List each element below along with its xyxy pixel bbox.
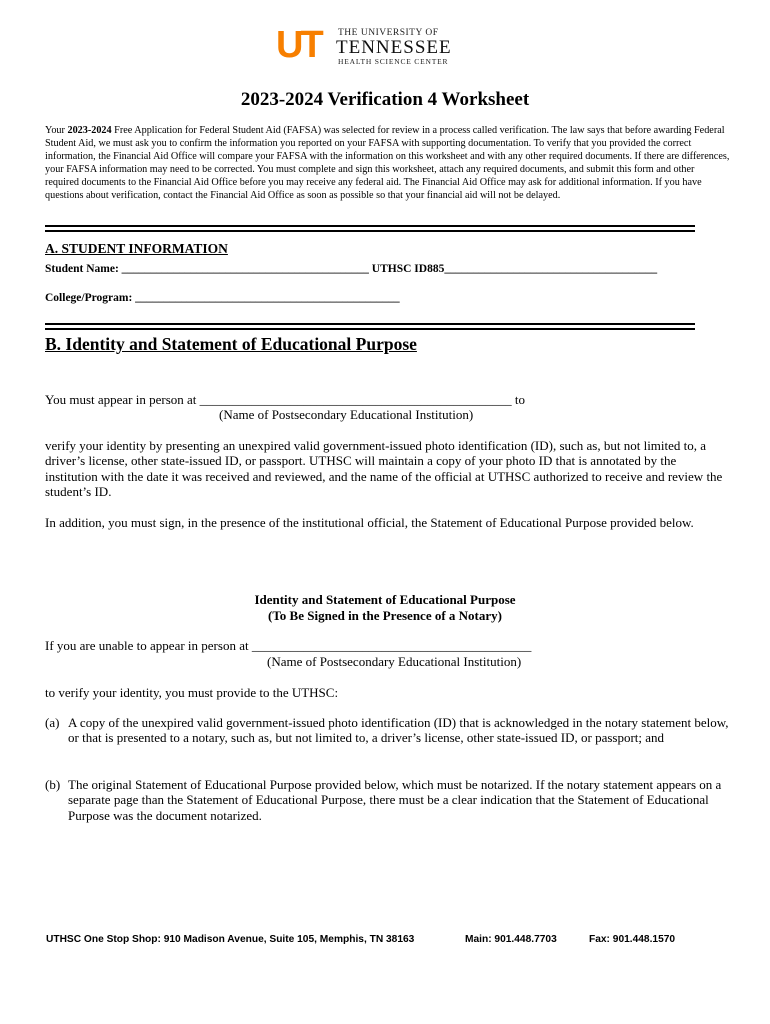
divider xyxy=(45,225,695,227)
section-a-heading: A. STUDENT INFORMATION xyxy=(45,241,228,256)
university-logo xyxy=(276,24,476,68)
verify-paragraph: verify your identity by presenting an unexpired valid government-issued photo identification (ID), such as, but not limited to, a driver’s license, other state-issued ID, or passport. UTHSC will maintain a copy of your photo ID that is annotated by the institution with the date it was received and reviewed, and the name of the official at UTHSC authorized to receive and review the student’s ID. xyxy=(45,438,723,500)
college-program-field[interactable]: College/Program: ______________________________________________ xyxy=(45,292,400,304)
list-item xyxy=(45,777,730,823)
footer-address: UTHSC One Stop Shop: 910 Madison Avenue, Suite 105, Memphis, TN 38163 xyxy=(46,934,415,945)
logo-line-hsc: HEALTH SCIENCE CENTER xyxy=(338,57,449,66)
notary-subheading: (To Be Signed in the Presence of a Notary) xyxy=(268,608,502,623)
list-item xyxy=(45,715,730,746)
provide-line: to verify your identity, you must provide to the UTHSC: xyxy=(45,685,339,700)
logo-line-university: THE UNIVERSITY OF xyxy=(338,28,439,38)
list-marker: (a) xyxy=(45,715,60,730)
divider xyxy=(45,328,695,330)
sign-paragraph: In addition, you must sign, in the presence of the institutional official, the Statement of Educational Purpose provided below. xyxy=(45,515,694,530)
institution-caption: (Name of Postsecondary Educational Institution) xyxy=(219,407,474,422)
intro-prefix: Your xyxy=(45,125,68,136)
institution-caption: (Name of Postsecondary Educational Institution) xyxy=(267,654,522,669)
intro-year: 2023-2024 xyxy=(67,125,112,136)
list-item-text: A copy of the unexpired valid government-issued photo identification (ID) that is acknowledged in the notary statement below, or that is presented to a notary, such as, but not limited to, a driver’s license, other state-issued ID, or passport; and xyxy=(68,715,729,746)
intro-paragraph xyxy=(45,124,730,203)
divider xyxy=(45,323,695,325)
appear-in-person-line[interactable]: You must appear in person at ________________________________________________ to xyxy=(45,392,526,407)
footer-fax: Fax: 901.448.1570 xyxy=(589,934,676,945)
intro-text: Free Application for Federal Student Aid (FAFSA) was selected for review in a process called verification. The law says that before awarding Federal Student Aid, we must ask you to confirm the information you reported on your FAFSA with supporting documentation. To verify that you provided the correct information, the Financial Aid Office will compare your FAFSA with the information on this worksheet and with any other required documents. If there are differences, your FAFSA information may need to be corrected. You must complete and sign this worksheet, attach any required documents, and submit this form and other required documents to the Financial Aid Office before you may receive any federal aid. The Financial Aid Office may ask for additional information. If you have questions about verification, contact the Financial Aid Office as soon as possible so that your financial aid will not be delayed. xyxy=(45,125,730,202)
page-title: 2023-2024 Verification 4 Worksheet xyxy=(240,89,530,110)
ut-logo-mark: UT xyxy=(276,24,321,66)
footer-main-phone: Main: 901.448.7703 xyxy=(465,934,557,945)
student-name-field[interactable]: Student Name: ___________________________________________ UTHSC ID885_____________________________________ xyxy=(45,263,658,275)
section-b-heading: B. Identity and Statement of Educational Purpose xyxy=(45,334,417,354)
list-marker: (b) xyxy=(45,777,61,792)
notary-heading: Identity and Statement of Educational Purpose xyxy=(254,592,516,607)
divider xyxy=(45,230,695,232)
list-item-text: The original Statement of Educational Purpose provided below, which must be notarized. If the notary statement appears on a separate page than the Statement of Educational Purpose, there must be a clear indication that the Statement of Educational Purpose was the document notarized. xyxy=(68,777,722,823)
unable-in-person-line[interactable]: If you are unable to appear in person at ___________________________________________ xyxy=(45,638,532,653)
logo-line-tennessee: TENNESSEE xyxy=(336,37,452,58)
